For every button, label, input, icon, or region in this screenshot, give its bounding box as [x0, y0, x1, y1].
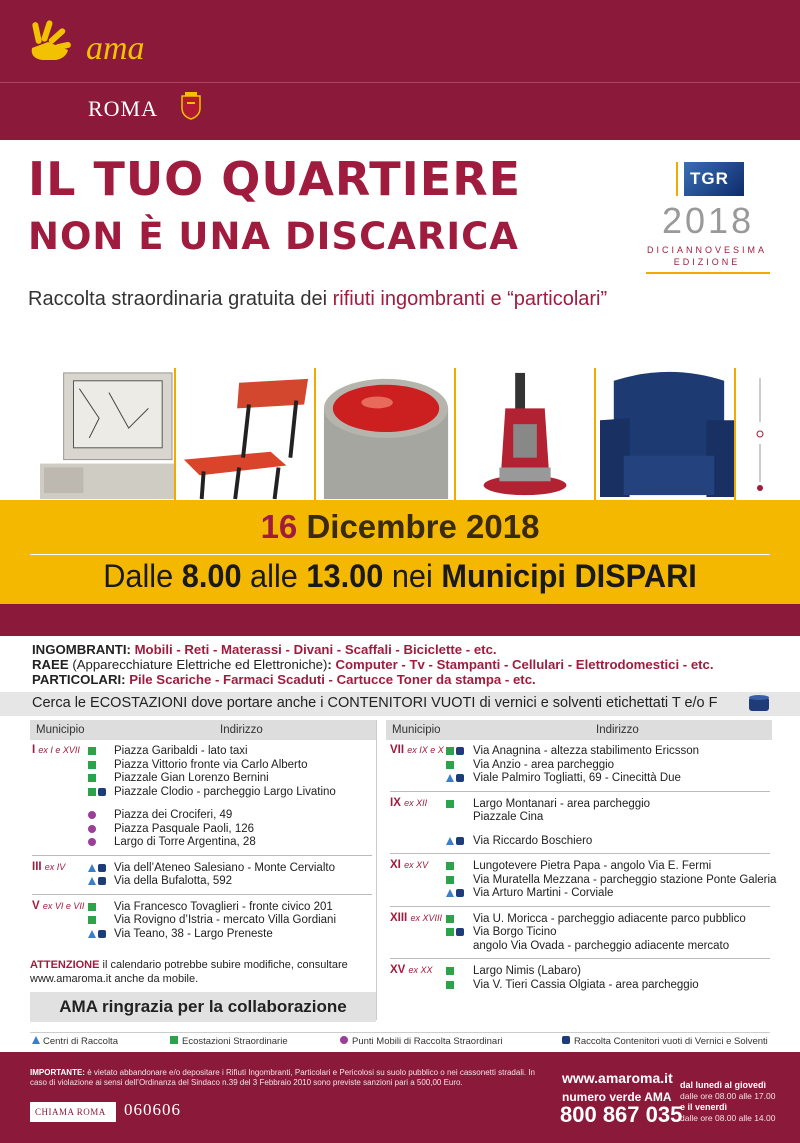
- address-row: Via dell’Ateneo Salesiano - Monte Cervialto: [114, 861, 335, 874]
- municipio-number: V: [32, 899, 40, 912]
- group-divider: [390, 791, 770, 792]
- numero-verde-number[interactable]: 800 867 035: [560, 1102, 683, 1127]
- can-icon: [98, 864, 106, 872]
- square-icon: [446, 981, 454, 989]
- address-row: Piazza Pasquale Paoli, 126: [114, 822, 255, 835]
- hours-weekdays-label: dal lunedì al giovedì: [680, 1080, 767, 1090]
- edition-ordinal: DICIANNOVESIMA: [646, 245, 767, 255]
- hours-weekdays: dalle ore 08.00 alle 17.00: [680, 1091, 776, 1101]
- chiama-roma-number[interactable]: 060606: [124, 1100, 181, 1119]
- col-municipio: Municipio: [392, 724, 441, 736]
- municipio-label: [390, 912, 442, 924]
- chair-photo: [180, 368, 316, 500]
- square-icon: [446, 747, 454, 755]
- computer-monitor-photo: [40, 368, 176, 500]
- address-row: Largo Montanari - area parcheggio: [473, 797, 651, 810]
- attention-label: ATTENZIONE: [30, 959, 100, 971]
- municipio-ex: ex XII: [404, 797, 428, 808]
- page-title-line2: NON È UNA DISCARICA: [28, 215, 519, 258]
- square-icon: [88, 761, 96, 769]
- circle-icon: [88, 825, 96, 833]
- municipio-label: [390, 859, 428, 871]
- event-day: 16: [260, 508, 298, 545]
- triangle-icon: [446, 774, 454, 782]
- triangle-icon: [446, 889, 454, 897]
- address-row: Piazzale Clodio - parcheggio Largo Livatino: [114, 785, 336, 798]
- can-icon: [562, 1036, 570, 1044]
- square-icon: [88, 903, 96, 911]
- city-name: ROMA: [88, 96, 159, 121]
- paint-can-icon: [748, 694, 770, 712]
- municipio-ex: ex I e XVII: [38, 745, 80, 755]
- municipio-number: XI: [390, 859, 401, 871]
- ecostazioni-text: Cerca le ECOSTAZIONI dove portare anche i CONTENITORI VUOTI di vernici e solventi etichettati T e/o F: [32, 695, 718, 711]
- subtitle-text: Raccolta straordinaria gratuita dei: [28, 288, 333, 310]
- can-icon: [456, 837, 464, 845]
- municipi-label: Municipi DISPARI: [441, 558, 697, 594]
- raee-note: (Apparecchiature Elettriche ed Elettroniche): [72, 657, 328, 672]
- can-icon: [456, 928, 464, 936]
- triangle-icon: [88, 930, 96, 938]
- legend-can: [562, 1036, 768, 1047]
- municipio-label: [32, 861, 65, 873]
- square-icon: [446, 928, 454, 936]
- important-text: è vietato abbandonare e/o depositare i Rifiuti Ingombranti, Particolari e Pericolosi su suolo pubblico o nei cassonetti stradali. In caso di violazione ai sensi dell’Ordinanza del Sindaco n.39 del 3 Febbraio 2010 sono previste sanzioni pari a 500,00 Euro.: [30, 1068, 536, 1087]
- important-notice: [30, 1068, 550, 1088]
- municipio-label: [32, 900, 84, 912]
- attention-note: [30, 958, 370, 986]
- paint-can-photo: [320, 368, 456, 500]
- hours-connector: alle: [241, 558, 307, 594]
- hours-friday-label: e il venerdì: [680, 1102, 728, 1112]
- address-row: Piazza Garibaldi - lato taxi: [114, 745, 248, 757]
- waste-photos: [40, 368, 736, 500]
- can-icon: [456, 774, 464, 782]
- vacuum-cleaner-photo: [460, 368, 596, 500]
- tgr-logo-text: TGR: [684, 162, 744, 196]
- can-icon: [98, 877, 106, 885]
- address-row: Via Anzio - area parcheggio: [473, 758, 615, 771]
- address-row: Largo di Torre Argentina, 28: [114, 836, 256, 848]
- address-row: Lungotevere Pietra Papa - angolo Via E. Fermi: [473, 860, 712, 872]
- municipio-number: VII: [390, 744, 405, 756]
- important-label: IMPORTANTE:: [30, 1068, 85, 1077]
- triangle-icon: [88, 877, 96, 885]
- can-icon: [456, 889, 464, 897]
- address-row: Via V. Tieri Cassia Olgiata - area parcheggio: [473, 978, 699, 991]
- legend-square: [170, 1036, 288, 1047]
- legend-divider: [30, 1032, 770, 1033]
- municipio-number: I: [32, 744, 36, 756]
- address-row: Via Anagnina - altezza stabilimento Ericsson: [473, 745, 700, 757]
- hours-prefix: Dalle: [103, 558, 182, 594]
- triangle-icon: [32, 1036, 40, 1044]
- edition-word: EDIZIONE: [673, 257, 741, 267]
- particolari-items: Pile Scariche - Farmaci Scaduti - Cartucce Toner da stampa - etc.: [129, 672, 536, 687]
- address-row: Largo Nimis (Labaro): [473, 965, 582, 977]
- municipio-ex: ex IV: [44, 861, 66, 872]
- square-icon: [88, 788, 96, 796]
- group-divider: [390, 906, 770, 907]
- municipio-ex: ex VI e VII: [42, 900, 85, 911]
- address-row: Via U. Moricca - parcheggio adiacente parco pubblico: [473, 912, 746, 925]
- event-date: [0, 508, 800, 546]
- brand-name: ama: [86, 30, 145, 67]
- municipio-ex: ex XX: [408, 965, 433, 975]
- numero-verde-label: numero verde AMA: [562, 1090, 672, 1104]
- square-icon: [170, 1036, 178, 1044]
- can-icon: [98, 788, 106, 796]
- can-icon: [98, 930, 106, 938]
- municipio-ex: ex IX e X: [407, 745, 444, 755]
- municipio-number: XIII: [390, 911, 408, 924]
- mid-band: [0, 604, 800, 636]
- municipio-number: IX: [390, 796, 401, 809]
- subtitle: [28, 288, 607, 311]
- photo-credits-icon: [754, 370, 766, 500]
- municipio-number: XV: [390, 964, 406, 976]
- category-ingombranti: [32, 642, 497, 657]
- page-title-line1: IL TUO QUARTIERE: [28, 152, 522, 206]
- date-separator: [30, 554, 770, 555]
- address-row: Via Rovigno d’Istria - mercato Villa Gordiani: [114, 914, 337, 926]
- legend-triangle-label: Centri di Raccolta: [43, 1036, 118, 1047]
- can-icon: [456, 747, 464, 755]
- tgr-logo: [676, 162, 742, 196]
- address-row: Via della Bufalotta, 592: [114, 875, 233, 887]
- triangle-icon: [446, 837, 454, 845]
- group-divider: [32, 855, 372, 856]
- address-row: Piazzale Gian Lorenzo Bernini: [114, 772, 269, 784]
- thanks-text: AMA ringrazia per la collaborazione: [59, 997, 347, 1016]
- chiama-roma-logo: CHIAMA ROMA: [30, 1102, 116, 1122]
- ama-hand-logo-icon: [28, 18, 76, 62]
- ingombranti-label: INGOMBRANTI:: [32, 642, 135, 657]
- address-row: Via Muratella Mezzana - parcheggio stazione Ponte Galeria: [473, 873, 777, 886]
- square-icon: [446, 761, 454, 769]
- subtitle-highlight: rifiuti ingombranti e “particolari”: [332, 288, 608, 310]
- circle-icon: [88, 838, 96, 846]
- address-row: Via Francesco Tovaglieri - fronte civico 201: [114, 900, 333, 913]
- ingombranti-items: Mobili - Reti - Materassi - Divani - Scaffali - Biciclette - etc.: [134, 642, 497, 657]
- municipio-label: [390, 744, 444, 756]
- particolari-label: PARTICOLARI:: [32, 672, 130, 687]
- address-row: Via Arturo Martini - Corviale: [473, 887, 614, 899]
- col-indirizzo: Indirizzo: [596, 724, 639, 736]
- category-raee: [32, 657, 714, 672]
- municipio-label: [390, 797, 427, 809]
- address-row: Piazza dei Crociferi, 49: [114, 809, 233, 821]
- circle-icon: [88, 811, 96, 819]
- col-municipio: Municipio: [36, 724, 85, 736]
- hours-friday: dalle ore 08.00 alle 14.00: [680, 1113, 776, 1123]
- armchair-photo: [600, 368, 736, 500]
- attention-text: il calendario potrebbe subire modifiche, consultare www.amaroma.it anche da mobile.: [30, 959, 348, 985]
- circle-icon: [340, 1036, 348, 1044]
- municipio-label: [390, 964, 433, 976]
- address-row: Piazzale Cina: [473, 811, 544, 823]
- website-link[interactable]: www.amaroma.it: [562, 1070, 673, 1086]
- legend-triangle: [32, 1036, 118, 1047]
- column-divider: [376, 720, 377, 1020]
- hours-location-prefix: nei: [383, 558, 442, 594]
- square-icon: [446, 876, 454, 884]
- square-icon: [446, 915, 454, 923]
- roma-crest-icon: [180, 92, 202, 120]
- raee-colon: :: [327, 657, 336, 672]
- legend-square-label: Ecostazioni Straordinarie: [182, 1036, 288, 1047]
- raee-items: Computer - Tv - Stampanti - Cellulari - Elettrodomestici - etc.: [335, 657, 714, 672]
- category-particolari: [32, 672, 536, 687]
- square-icon: [88, 747, 96, 755]
- event-hours: [16, 558, 784, 595]
- address-row: Via Riccardo Boschiero: [473, 834, 593, 847]
- start-time: 8.00: [181, 558, 242, 594]
- edition-year: 2018: [662, 200, 755, 241]
- square-icon: [446, 862, 454, 870]
- group-divider: [390, 958, 770, 959]
- edition-label: [646, 244, 768, 268]
- address-row: Via Borgo Ticino: [473, 926, 557, 938]
- legend-circle-label: Punti Mobili di Raccolta Straordinari: [352, 1036, 503, 1047]
- municipio-ex: ex XV: [404, 860, 429, 870]
- end-time: 13.00: [306, 558, 384, 594]
- left-table-header: [30, 720, 376, 740]
- municipio-number: III: [32, 860, 42, 873]
- address-row: Via Teano, 38 - Largo Preneste: [114, 927, 273, 940]
- legend-circle: [340, 1036, 502, 1047]
- address-row: angolo Via Ovada - parcheggio adiacente mercato: [473, 939, 730, 952]
- col-indirizzo: Indirizzo: [220, 724, 263, 736]
- group-divider: [390, 853, 770, 854]
- municipio-label: [32, 744, 80, 756]
- square-icon: [88, 774, 96, 782]
- right-table-header: [386, 720, 772, 740]
- address-row: Piazza Vittorio fronte via Carlo Alberto: [114, 758, 308, 771]
- event-month-year: Dicembre 2018: [306, 508, 540, 545]
- raee-label: RAEE: [32, 657, 73, 672]
- legend-can-label: Raccolta Contenitori vuoti di Vernici e Solventi: [574, 1036, 768, 1047]
- municipio-ex: ex XVIII: [410, 912, 442, 923]
- edition-underline: [646, 272, 770, 274]
- office-hours: [680, 1080, 790, 1124]
- address-row: Viale Palmiro Togliatti, 69 - Cinecittà Due: [473, 772, 681, 784]
- square-icon: [446, 967, 454, 975]
- square-icon: [88, 916, 96, 924]
- square-icon: [446, 800, 454, 808]
- group-divider: [32, 894, 372, 895]
- triangle-icon: [88, 864, 96, 872]
